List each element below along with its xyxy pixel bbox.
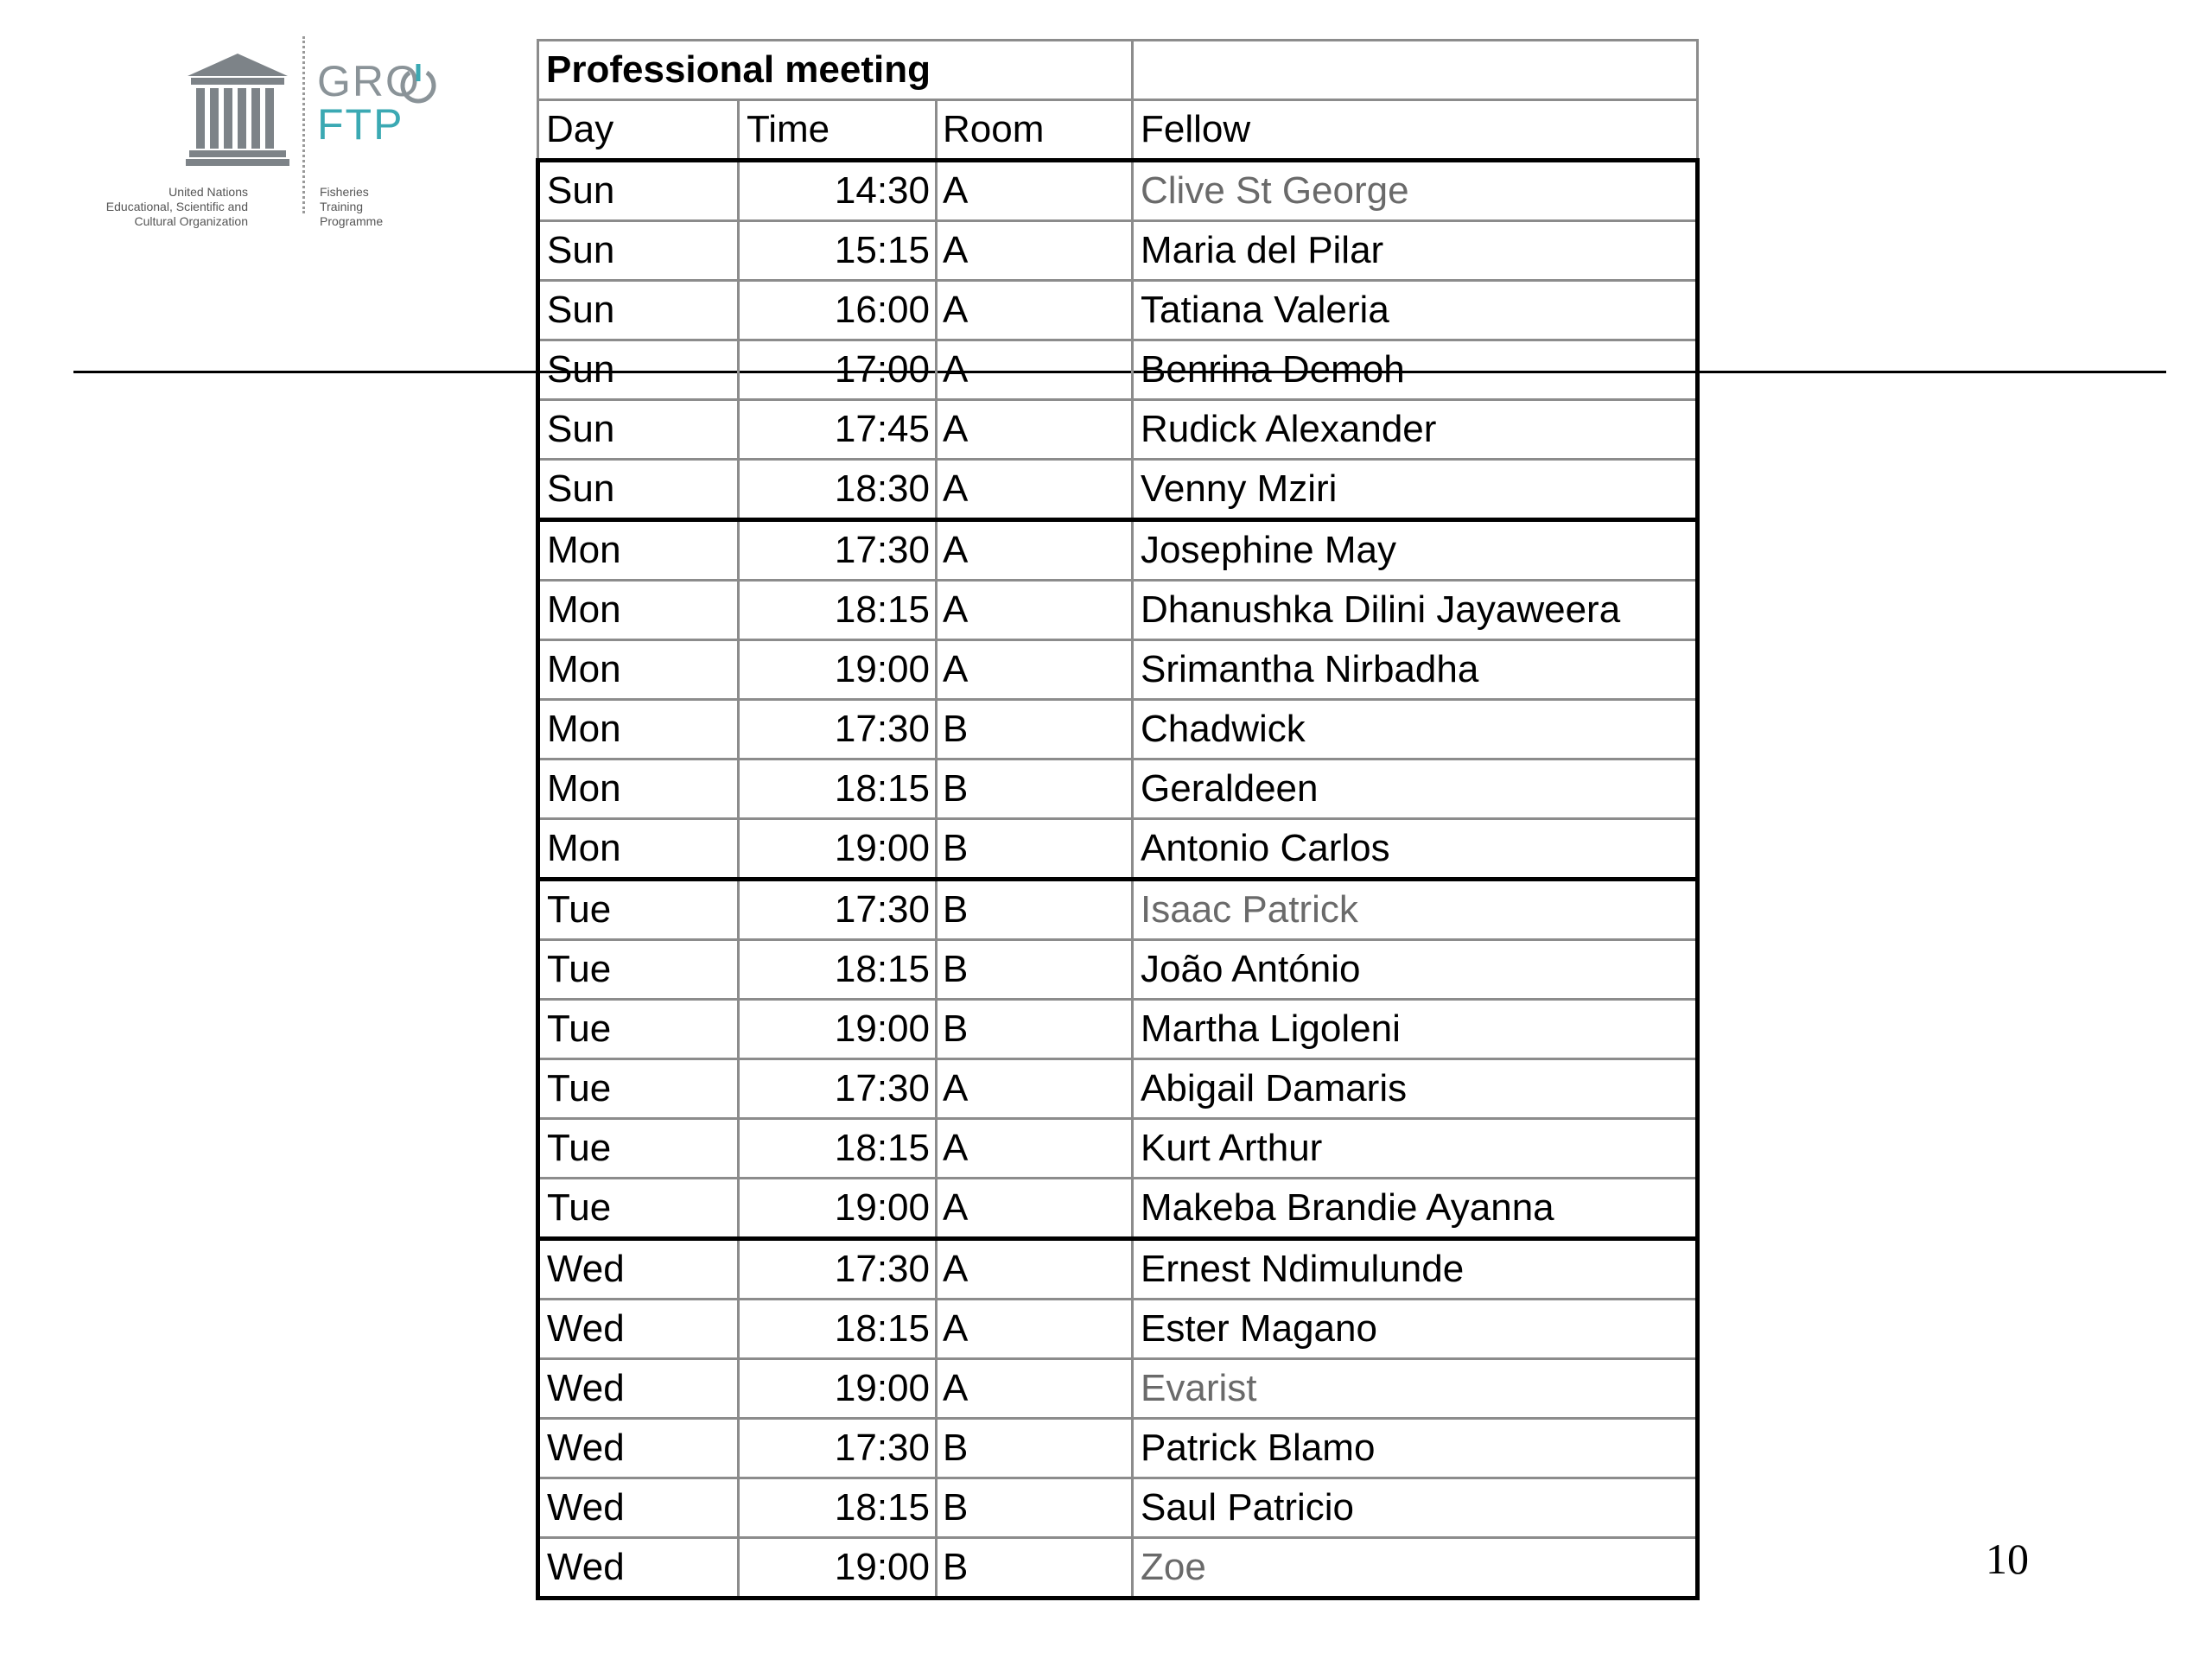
cell-room: A (937, 460, 1133, 520)
cell-day: Wed (538, 1478, 739, 1538)
power-icon (397, 62, 439, 104)
cell-day: Mon (538, 819, 739, 880)
table-row (538, 1000, 1698, 1059)
cell-time: 17:30 (739, 1239, 937, 1300)
table-row (538, 221, 1698, 281)
table-row (538, 1059, 1698, 1119)
cell-fellow: Martha Ligoleni (1133, 1000, 1698, 1059)
table-title-row (538, 41, 1698, 100)
page-number: 10 (1986, 1535, 2029, 1583)
table-row (538, 281, 1698, 340)
cell-fellow: Patrick Blamo (1133, 1419, 1698, 1478)
cell-fellow: João António (1133, 940, 1698, 1000)
cell-time: 17:00 (739, 340, 937, 400)
cell-day: Wed (538, 1419, 739, 1478)
cell-fellow: Kurt Arthur (1133, 1119, 1698, 1179)
cell-time: 19:00 (739, 1179, 937, 1239)
cell-time: 17:30 (739, 520, 937, 581)
cell-time: 19:00 (739, 1538, 937, 1599)
cell-time: 19:00 (739, 1000, 937, 1059)
table-row (538, 1300, 1698, 1359)
cell-day: Mon (538, 640, 739, 700)
cell-time: 18:15 (739, 1119, 937, 1179)
cell-time: 18:15 (739, 940, 937, 1000)
cell-fellow: Srimantha Nirbadha (1133, 640, 1698, 700)
cell-time: 17:30 (739, 880, 937, 940)
unesco-temple-icon (186, 52, 289, 168)
cell-room: B (937, 940, 1133, 1000)
table-row (538, 640, 1698, 700)
cell-time: 14:30 (739, 161, 937, 221)
cell-day: Mon (538, 700, 739, 760)
header-room: Room (937, 100, 1133, 161)
cell-time: 19:00 (739, 1359, 937, 1419)
cell-day: Sun (538, 460, 739, 520)
cell-time: 19:00 (739, 640, 937, 700)
table-row (538, 581, 1698, 640)
cell-day: Wed (538, 1300, 739, 1359)
table-row (538, 1239, 1698, 1300)
header-row (538, 100, 1698, 161)
cell-time: 15:15 (739, 221, 937, 281)
cell-room: A (937, 1359, 1133, 1419)
cell-fellow: Makeba Brandie Ayanna (1133, 1179, 1698, 1239)
schedule-table (536, 39, 1700, 1600)
cell-room: A (937, 1239, 1133, 1300)
cell-time: 17:30 (739, 1419, 937, 1478)
cell-room: A (937, 640, 1133, 700)
cell-room: B (937, 819, 1133, 880)
table-row (538, 1179, 1698, 1239)
cell-fellow: Maria del Pilar (1133, 221, 1698, 281)
cell-time: 18:15 (739, 1478, 937, 1538)
cell-day: Mon (538, 581, 739, 640)
cell-fellow: Evarist (1133, 1359, 1698, 1419)
cell-fellow: Venny Mziri (1133, 460, 1698, 520)
cell-time: 18:15 (739, 760, 937, 819)
table-row (538, 700, 1698, 760)
cell-day: Tue (538, 880, 739, 940)
cell-room: A (937, 340, 1133, 400)
cell-time: 17:30 (739, 700, 937, 760)
table-row (538, 1538, 1698, 1599)
table-row (538, 161, 1698, 221)
table-row (538, 1419, 1698, 1478)
cell-fellow: Dhanushka Dilini Jayaweera (1133, 581, 1698, 640)
logo-separator (302, 36, 305, 213)
brand-gro: GRO (317, 57, 421, 105)
cell-room: B (937, 700, 1133, 760)
cell-room: B (937, 1419, 1133, 1478)
cell-day: Tue (538, 1000, 739, 1059)
title-blank-cell (1133, 41, 1698, 100)
cell-room: A (937, 1119, 1133, 1179)
cell-time: 16:00 (739, 281, 937, 340)
cell-day: Tue (538, 940, 739, 1000)
cell-time: 17:30 (739, 1059, 937, 1119)
cell-time: 18:15 (739, 1300, 937, 1359)
cell-fellow: Antonio Carlos (1133, 819, 1698, 880)
cell-fellow: Saul Patricio (1133, 1478, 1698, 1538)
cell-room: B (937, 1000, 1133, 1059)
cell-room: B (937, 880, 1133, 940)
cell-time: 18:30 (739, 460, 937, 520)
un-organization-text: United Nations Educational, Scientific and Cultural Organization (105, 185, 248, 228)
cell-fellow: Josephine May (1133, 520, 1698, 581)
cell-room: B (937, 1538, 1133, 1599)
table-row (538, 460, 1698, 520)
brand-ftp: FTP (317, 100, 404, 149)
cell-day: Sun (538, 281, 739, 340)
cell-day: Wed (538, 1239, 739, 1300)
cell-fellow: Geraldeen (1133, 760, 1698, 819)
header-fellow: Fellow (1133, 100, 1698, 161)
table-row (538, 760, 1698, 819)
table-row (538, 340, 1698, 400)
cell-fellow: Abigail Damaris (1133, 1059, 1698, 1119)
cell-day: Tue (538, 1179, 739, 1239)
cell-day: Wed (538, 1359, 739, 1419)
cell-day: Mon (538, 760, 739, 819)
cell-room: A (937, 1179, 1133, 1239)
cell-day: Tue (538, 1119, 739, 1179)
cell-time: 18:15 (739, 581, 937, 640)
cell-day: Sun (538, 161, 739, 221)
cell-room: A (937, 581, 1133, 640)
cell-room: A (937, 1059, 1133, 1119)
cell-time: 17:45 (739, 400, 937, 460)
cell-fellow: Zoe (1133, 1538, 1698, 1599)
cell-day: Wed (538, 1538, 739, 1599)
cell-fellow: Rudick Alexander (1133, 400, 1698, 460)
cell-room: A (937, 281, 1133, 340)
cell-room: A (937, 161, 1133, 221)
programme-text: Fisheries Training Programme (320, 185, 384, 228)
header-day: Day (538, 100, 739, 161)
cell-day: Mon (538, 520, 739, 581)
table-row (538, 880, 1698, 940)
cell-day: Sun (538, 221, 739, 281)
cell-room: A (937, 1300, 1133, 1359)
cell-room: A (937, 221, 1133, 281)
table-row (538, 819, 1698, 880)
cell-day: Sun (538, 400, 739, 460)
header-time: Time (739, 100, 937, 161)
table-row (538, 400, 1698, 460)
cell-fellow: Isaac Patrick (1133, 880, 1698, 940)
table-title: Professional meeting (538, 41, 1133, 100)
cell-room: A (937, 400, 1133, 460)
table-row (538, 1478, 1698, 1538)
logo-block (105, 33, 428, 228)
cell-fellow: Ernest Ndimulunde (1133, 1239, 1698, 1300)
table-row (538, 1359, 1698, 1419)
table-row (538, 1119, 1698, 1179)
cell-time: 19:00 (739, 819, 937, 880)
table-row (538, 940, 1698, 1000)
cell-fellow: Tatiana Valeria (1133, 281, 1698, 340)
cell-fellow: Benrina Demoh (1133, 340, 1698, 400)
cell-day: Sun (538, 340, 739, 400)
cell-room: B (937, 1478, 1133, 1538)
cell-fellow: Clive St George (1133, 161, 1698, 221)
cell-fellow: Ester Magano (1133, 1300, 1698, 1359)
table-row (538, 520, 1698, 581)
cell-room: A (937, 520, 1133, 581)
cell-day: Tue (538, 1059, 739, 1119)
cell-room: B (937, 760, 1133, 819)
cell-fellow: Chadwick (1133, 700, 1698, 760)
